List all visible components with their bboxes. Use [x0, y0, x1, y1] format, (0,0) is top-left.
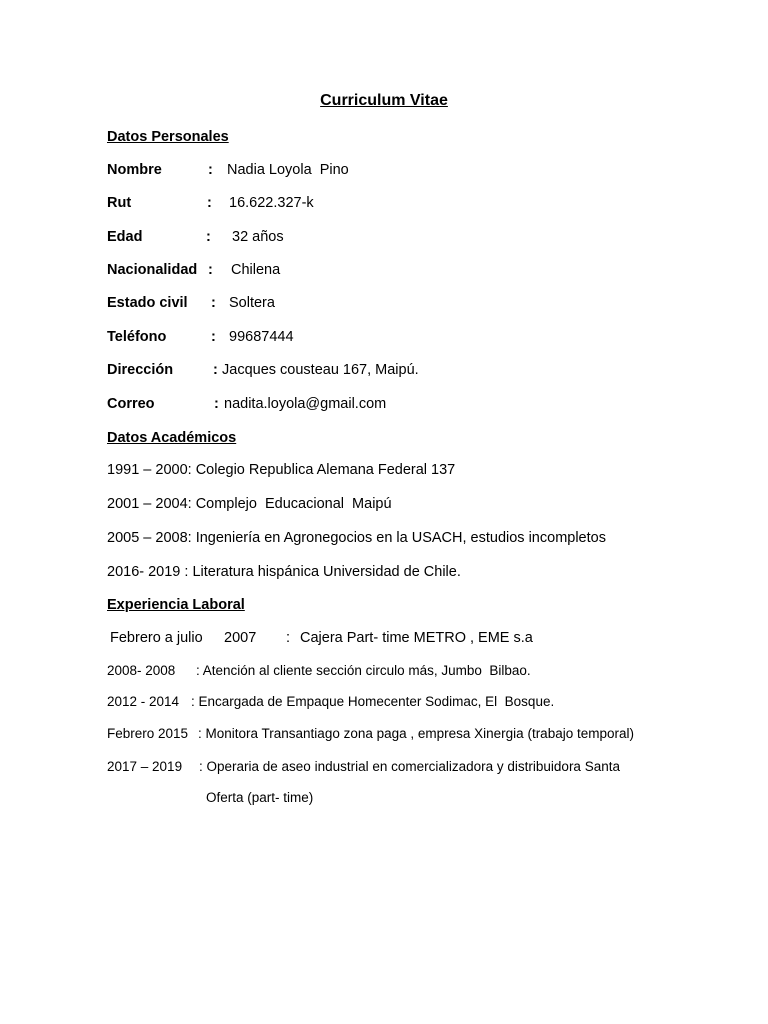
academic-item: 2016- 2019 : Literatura hispánica Universidad de Chile.	[107, 564, 461, 580]
field-label: Estado civil	[107, 295, 188, 311]
field-value: Soltera	[229, 295, 275, 311]
field-colon: :	[214, 396, 219, 412]
field-colon: :	[208, 162, 213, 178]
field-colon: :	[206, 229, 211, 245]
field-value: Jacques cousteau 167, Maipú.	[222, 362, 419, 378]
experience-period: Febrero a julio	[110, 630, 203, 646]
experience-description: Oferta (part- time)	[206, 790, 314, 805]
field-label: Nacionalidad	[107, 262, 198, 278]
field-colon: :	[208, 262, 213, 278]
experience-description: Cajera Part- time METRO , EME s.a	[300, 630, 533, 646]
academic-item: 2001 – 2004: Complejo Educacional Maipú	[107, 496, 392, 512]
field-colon: :	[211, 295, 216, 311]
field-value: nadita.loyola@gmail.com	[224, 396, 387, 412]
academic-item: 2005 – 2008: Ingeniería en Agronegocios en la USACH, estudios incompletos	[107, 530, 606, 546]
experience-description: : Monitora Transantiago zona paga , empresa Xinergia (trabajo temporal)	[198, 726, 634, 741]
personal-data-heading: Datos Personales	[107, 129, 229, 145]
field-label: Teléfono	[107, 329, 167, 345]
experience-description: : Operaria de aseo industrial en comercializadora y distribuidora Santa	[199, 759, 620, 774]
field-value: Chilena	[231, 262, 281, 278]
experience-period: 2017 – 2019	[107, 759, 183, 774]
field-colon: :	[213, 362, 218, 378]
field-label: Dirección	[107, 362, 174, 378]
experience-description: : Encargada de Empaque Homecenter Sodimac, El Bosque.	[191, 694, 555, 709]
academic-heading: Datos Académicos	[107, 430, 237, 446]
experience-period: 2008- 2008	[107, 663, 176, 678]
field-label: Rut	[107, 195, 132, 211]
experience-year: 2007	[224, 630, 257, 646]
experience-period: Febrero 2015	[107, 726, 189, 741]
field-value: 32 años	[232, 229, 284, 245]
field-label: Correo	[107, 396, 155, 412]
field-value: Nadia Loyola Pino	[227, 162, 349, 178]
experience-description: : Atención al cliente sección circulo más, Jumbo Bilbao.	[196, 663, 531, 678]
experience-heading: Experiencia Laboral	[107, 597, 245, 613]
experience-period: 2012 - 2014	[107, 694, 180, 709]
experience-separator: :	[286, 630, 291, 646]
field-colon: :	[207, 195, 212, 211]
field-label: Edad	[107, 229, 143, 245]
document-title: Curriculum Vitae	[320, 92, 448, 109]
field-label: Nombre	[107, 162, 162, 178]
academic-item: 1991 – 2000: Colegio Republica Alemana Federal 137	[107, 462, 456, 478]
field-colon: :	[211, 329, 216, 345]
field-value: 99687444	[229, 329, 294, 345]
field-value: 16.622.327-k	[229, 195, 314, 211]
